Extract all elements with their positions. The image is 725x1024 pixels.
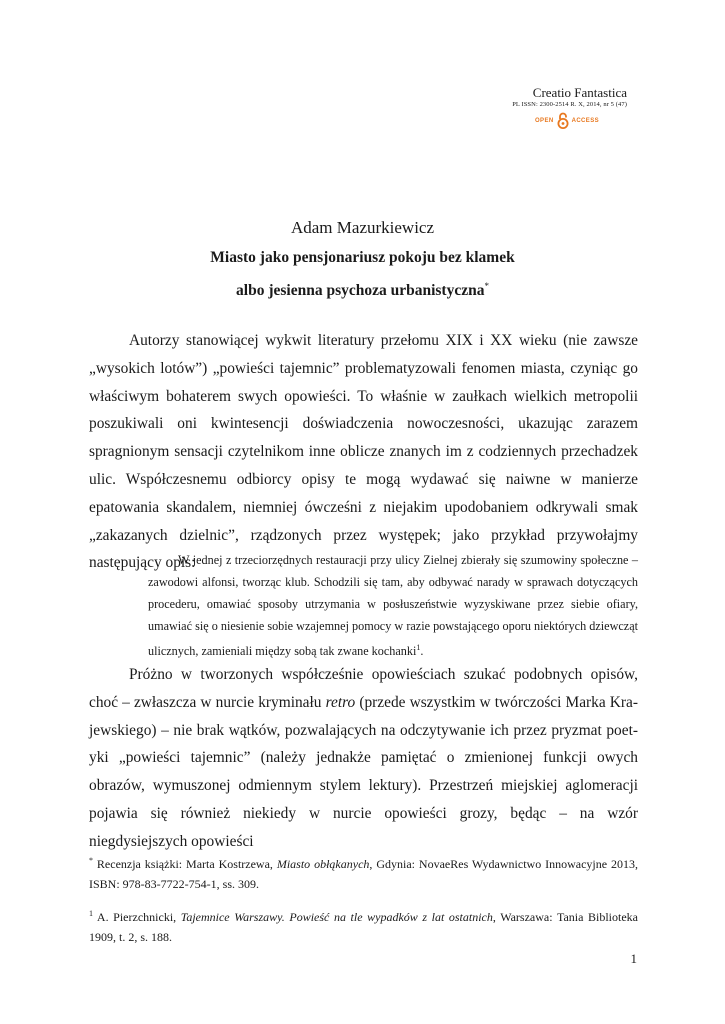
footnote-1-italic: Miasto obłąkanych [276, 857, 370, 871]
journal-header [512, 85, 627, 129]
footnote-2-mark: 1 [89, 909, 93, 918]
journal-issn: PL ISSN: 2300-2514 R. X, 2014, nr 5 (47) [512, 101, 627, 108]
title-text: albo jesienna psychoza urbanistyczna [236, 282, 485, 300]
quote-end: . [420, 644, 424, 659]
p2-text-b: (przede wszystkim w twórczości Marka Krajewskiego) – nie brak wątków, pozwalających na odczytywanie ich przez pryzmat poetyki „powieści tajemnic” (należy jednakże pamiętać o zmienionej funkcji owych obrazów, wymuszonej odmiennym stylem lektury). Przestrzeń miejskiej aglomeracji pojawia się również niekiedy w nurcie opowieści grozy, będąc – na wzór niegdysiejszych opowieści [89, 693, 639, 850]
quote-footnote-ref: 1 [416, 643, 421, 652]
title-footnote-mark: * [484, 281, 489, 291]
p2-italic: retro [325, 693, 356, 711]
open-access-label-right: ACCESS [571, 117, 599, 124]
open-access-lock-icon [557, 112, 569, 129]
footnote-2-text-b: , Warszawa: Tania Biblioteka 1909, t. 2, s. 188. [89, 910, 639, 944]
page-number: 1 [630, 951, 637, 966]
open-access-logo [512, 112, 627, 129]
journal-name: Creatio Fantastica [532, 85, 627, 100]
footnote-2-italic: Tajemnice Warszawy. Powieść na tle wypadków z lat ostatnich [180, 910, 493, 924]
footnote-2 [89, 904, 638, 947]
footnote-2-text-a: A. Pierzchnicki, [93, 910, 181, 924]
open-access-label-left: OPEN [534, 117, 554, 124]
p2-text-a: Próżno w tworzonych współcześnie opowieściach szukać podobnych opisów, choć – zwłaszcza w nurcie kryminału [89, 666, 638, 711]
footnote-1-mark: * [89, 856, 93, 865]
footnote-1 [89, 851, 638, 894]
body-paragraph-2 [89, 661, 638, 856]
author-name: Adam Mazurkiewicz [290, 218, 435, 237]
block-quote [148, 549, 638, 662]
article-title-line-1: Miasto jako pensjonariusz pokoju bez klamek [210, 249, 515, 266]
footnote-1-text-b: , Gdynia: NovaeRes Wydawnictwo Innowacyjne 2013, ISBN: 978-83-7722-754-1, ss. 309. [89, 857, 638, 891]
article-title-line-2 [0, 281, 725, 300]
quote-text: W jednej z trzeciorzędnych restauracji przy ulicy Zielnej zbierały się szumowiny społeczne – zawodowi alfonsi, tworząc klub. Schodzili się tam, aby odbywać narady w sprawach dotyczących procederu, omawiać sposoby utrzymania w posłuszeństwie wyzyskiwane przez siebie ofiary, umawiać się o niesienie sobie wzajemnej pomocy w razie powstającego oporu niektórych dziewcząt ulicznych, zamieniali między sobą tak zwane kochanki [148, 553, 638, 659]
footnote-1-text-a: Recenzja książki: Marta Kostrzewa, [93, 857, 277, 871]
body-paragraph-1: Autorzy stanowiącej wykwit literatury przełomu XIX i XX wieku (nie zawsze „wysokich lotów”) „powieści tajemnic” problematyzowali fenomen miasta, czyniąc go właściwym bohaterem swych opowieści. To właśnie w zaułkach wielkich metropolii poszukiwali oni kwintesencji doświadczenia nowoczesności, ukazując zarazem spragnionym sensacji czytelnikom inne oblicze znanych im z codziennych przechadzek ulic. Współczesnemu odbiorcy opisy te mogą wydawać się naiwne w manierze epatowania skandalem, niemniej ówcześni z niejakim upodobaniem odkrywali smak „zakazanych dzielnic”, rządzonych przez występek; jako przykład przywołajmy następujący opis: [89, 332, 638, 572]
